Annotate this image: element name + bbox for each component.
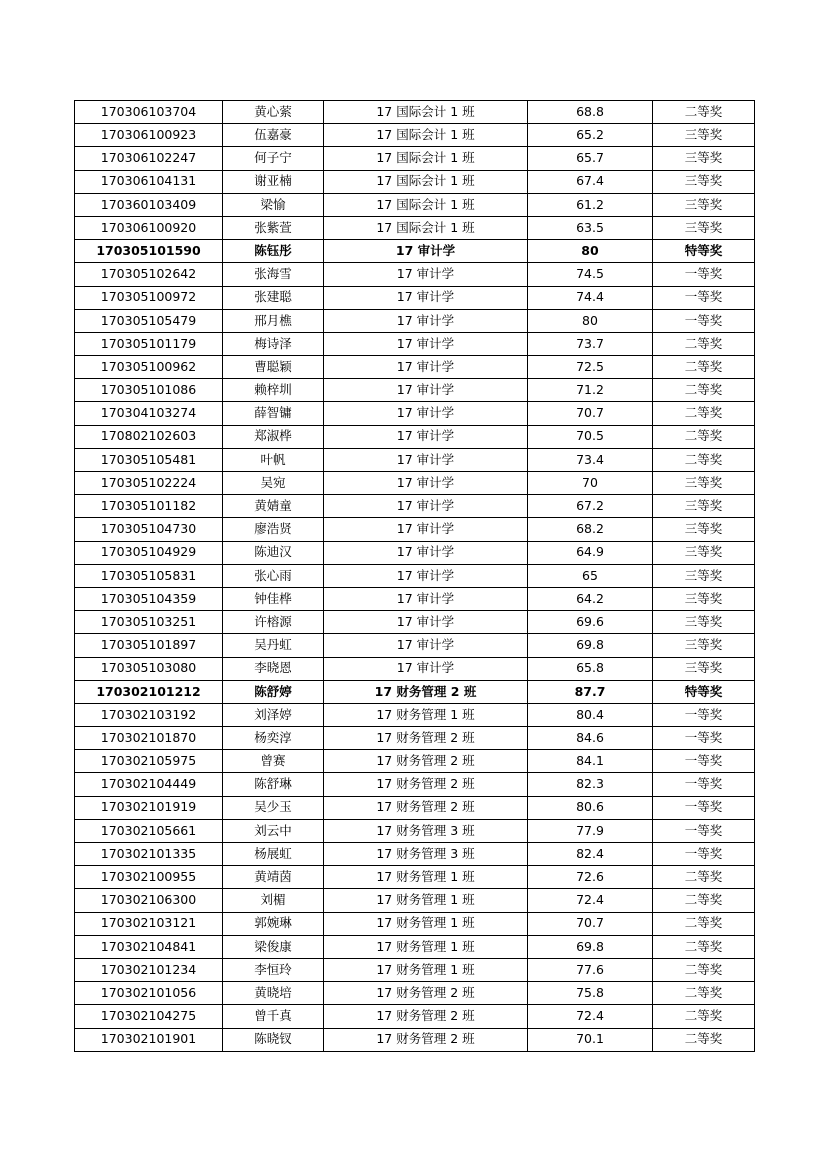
class-name-cell: 17 审计学 [324, 425, 528, 448]
score-cell: 74.4 [528, 286, 653, 309]
score-cell: 69.6 [528, 611, 653, 634]
student-id-cell: 170305103080 [75, 657, 223, 680]
award-level-cell: 二等奖 [653, 866, 755, 889]
table-row [75, 541, 755, 564]
student-name-cell: 张海雪 [223, 263, 324, 286]
student-name-cell: 杨奕淳 [223, 727, 324, 750]
awards-table [74, 100, 755, 1052]
class-name-cell: 17 财务管理 2 班 [324, 982, 528, 1005]
score-cell: 80.4 [528, 703, 653, 726]
score-cell: 63.5 [528, 216, 653, 239]
award-level-cell: 特等奖 [653, 240, 755, 263]
student-id-cell: 170302104275 [75, 1005, 223, 1028]
student-name-cell: 许榕源 [223, 611, 324, 634]
table-row [75, 611, 755, 634]
student-id-cell: 170302105661 [75, 819, 223, 842]
student-id-cell: 170305102224 [75, 472, 223, 495]
document-page [74, 100, 755, 1052]
student-id-cell: 170302104841 [75, 935, 223, 958]
student-name-cell: 郭婉琳 [223, 912, 324, 935]
award-level-cell: 二等奖 [653, 982, 755, 1005]
award-level-cell: 三等奖 [653, 587, 755, 610]
class-name-cell: 17 财务管理 3 班 [324, 819, 528, 842]
table-row [75, 147, 755, 170]
table-row [75, 750, 755, 773]
award-level-cell: 三等奖 [653, 472, 755, 495]
student-id-cell: 170305104929 [75, 541, 223, 564]
class-name-cell: 17 国际会计 1 班 [324, 216, 528, 239]
award-level-cell: 三等奖 [653, 124, 755, 147]
student-name-cell: 黄晓培 [223, 982, 324, 1005]
award-level-cell: 一等奖 [653, 263, 755, 286]
class-name-cell: 17 审计学 [324, 657, 528, 680]
student-name-cell: 钟佳桦 [223, 587, 324, 610]
award-level-cell: 三等奖 [653, 518, 755, 541]
student-name-cell: 李晓恩 [223, 657, 324, 680]
class-name-cell: 17 财务管理 2 班 [324, 1005, 528, 1028]
student-name-cell: 谢亚楠 [223, 170, 324, 193]
award-level-cell: 二等奖 [653, 448, 755, 471]
class-name-cell: 17 审计学 [324, 541, 528, 564]
student-id-cell: 170302103121 [75, 912, 223, 935]
score-cell: 82.4 [528, 843, 653, 866]
award-level-cell: 三等奖 [653, 147, 755, 170]
award-level-cell: 二等奖 [653, 402, 755, 425]
student-name-cell: 刘泽婷 [223, 703, 324, 726]
award-level-cell: 一等奖 [653, 819, 755, 842]
award-level-cell: 三等奖 [653, 170, 755, 193]
student-id-cell: 170302101919 [75, 796, 223, 819]
student-name-cell: 薛智镛 [223, 402, 324, 425]
score-cell: 65.7 [528, 147, 653, 170]
student-name-cell: 陈舒婷 [223, 680, 324, 703]
award-level-cell: 二等奖 [653, 356, 755, 379]
table-row [75, 703, 755, 726]
award-level-cell: 三等奖 [653, 541, 755, 564]
score-cell: 68.2 [528, 518, 653, 541]
student-name-cell: 赖梓圳 [223, 379, 324, 402]
table-row [75, 472, 755, 495]
class-name-cell: 17 审计学 [324, 402, 528, 425]
class-name-cell: 17 审计学 [324, 240, 528, 263]
score-cell: 84.6 [528, 727, 653, 750]
class-name-cell: 17 财务管理 1 班 [324, 958, 528, 981]
score-cell: 68.8 [528, 101, 653, 124]
class-name-cell: 17 财务管理 2 班 [324, 680, 528, 703]
student-name-cell: 刘楣 [223, 889, 324, 912]
class-name-cell: 17 财务管理 2 班 [324, 727, 528, 750]
table-row [75, 587, 755, 610]
table-row [75, 518, 755, 541]
student-name-cell: 梁愉 [223, 193, 324, 216]
class-name-cell: 17 财务管理 2 班 [324, 773, 528, 796]
score-cell: 72.4 [528, 1005, 653, 1028]
student-id-cell: 170302101901 [75, 1028, 223, 1051]
student-name-cell: 张心雨 [223, 564, 324, 587]
student-id-cell: 170360103409 [75, 193, 223, 216]
award-level-cell: 二等奖 [653, 889, 755, 912]
student-id-cell: 170802102603 [75, 425, 223, 448]
score-cell: 70.1 [528, 1028, 653, 1051]
class-name-cell: 17 审计学 [324, 379, 528, 402]
award-level-cell: 二等奖 [653, 101, 755, 124]
score-cell: 69.8 [528, 634, 653, 657]
student-name-cell: 曾千真 [223, 1005, 324, 1028]
student-id-cell: 170305101590 [75, 240, 223, 263]
award-level-cell: 一等奖 [653, 286, 755, 309]
class-name-cell: 17 审计学 [324, 564, 528, 587]
score-cell: 69.8 [528, 935, 653, 958]
student-id-cell: 170305102642 [75, 263, 223, 286]
score-cell: 70.7 [528, 402, 653, 425]
score-cell: 64.2 [528, 587, 653, 610]
student-name-cell: 伍嘉豪 [223, 124, 324, 147]
table-row [75, 101, 755, 124]
score-cell: 72.5 [528, 356, 653, 379]
table-row [75, 1005, 755, 1028]
award-level-cell: 一等奖 [653, 703, 755, 726]
class-name-cell: 17 国际会计 1 班 [324, 193, 528, 216]
table-row [75, 332, 755, 355]
student-id-cell: 170305100962 [75, 356, 223, 379]
student-id-cell: 170305105481 [75, 448, 223, 471]
class-name-cell: 17 审计学 [324, 587, 528, 610]
student-name-cell: 叶帆 [223, 448, 324, 471]
table-row [75, 680, 755, 703]
table-row [75, 564, 755, 587]
table-row [75, 309, 755, 332]
score-cell: 80.6 [528, 796, 653, 819]
student-id-cell: 170305101182 [75, 495, 223, 518]
class-name-cell: 17 财务管理 1 班 [324, 935, 528, 958]
student-name-cell: 曾赛 [223, 750, 324, 773]
class-name-cell: 17 国际会计 1 班 [324, 170, 528, 193]
student-name-cell: 黄婧童 [223, 495, 324, 518]
student-name-cell: 何子宁 [223, 147, 324, 170]
class-name-cell: 17 国际会计 1 班 [324, 147, 528, 170]
score-cell: 65.2 [528, 124, 653, 147]
class-name-cell: 17 审计学 [324, 309, 528, 332]
table-row [75, 124, 755, 147]
table-row [75, 379, 755, 402]
student-id-cell: 170302101234 [75, 958, 223, 981]
table-row [75, 982, 755, 1005]
student-id-cell: 170306102247 [75, 147, 223, 170]
table-row [75, 193, 755, 216]
class-name-cell: 17 财务管理 3 班 [324, 843, 528, 866]
student-name-cell: 陈钰彤 [223, 240, 324, 263]
score-cell: 87.7 [528, 680, 653, 703]
student-id-cell: 170305104730 [75, 518, 223, 541]
score-cell: 77.9 [528, 819, 653, 842]
student-name-cell: 廖浩贤 [223, 518, 324, 541]
student-id-cell: 170305100972 [75, 286, 223, 309]
student-id-cell: 170302101056 [75, 982, 223, 1005]
student-id-cell: 170302104449 [75, 773, 223, 796]
award-level-cell: 特等奖 [653, 680, 755, 703]
class-name-cell: 17 审计学 [324, 472, 528, 495]
award-level-cell: 二等奖 [653, 425, 755, 448]
score-cell: 64.9 [528, 541, 653, 564]
student-name-cell: 黄心萦 [223, 101, 324, 124]
student-name-cell: 郑淑桦 [223, 425, 324, 448]
student-id-cell: 170302106300 [75, 889, 223, 912]
table-row [75, 889, 755, 912]
table-row [75, 240, 755, 263]
award-level-cell: 二等奖 [653, 958, 755, 981]
score-cell: 61.2 [528, 193, 653, 216]
table-row [75, 727, 755, 750]
award-level-cell: 三等奖 [653, 495, 755, 518]
student-id-cell: 170305101897 [75, 634, 223, 657]
score-cell: 67.4 [528, 170, 653, 193]
class-name-cell: 17 财务管理 2 班 [324, 750, 528, 773]
table-row [75, 216, 755, 239]
student-name-cell: 黄靖茵 [223, 866, 324, 889]
student-name-cell: 陈迪汉 [223, 541, 324, 564]
score-cell: 77.6 [528, 958, 653, 981]
student-id-cell: 170306103704 [75, 101, 223, 124]
student-id-cell: 170302100955 [75, 866, 223, 889]
score-cell: 80 [528, 240, 653, 263]
class-name-cell: 17 审计学 [324, 263, 528, 286]
table-row [75, 356, 755, 379]
student-name-cell: 邢月樵 [223, 309, 324, 332]
student-name-cell: 曹聪颖 [223, 356, 324, 379]
table-row [75, 448, 755, 471]
score-cell: 72.6 [528, 866, 653, 889]
score-cell: 74.5 [528, 263, 653, 286]
score-cell: 70.5 [528, 425, 653, 448]
table-row [75, 263, 755, 286]
student-id-cell: 170305103251 [75, 611, 223, 634]
student-id-cell: 170305105479 [75, 309, 223, 332]
table-row [75, 843, 755, 866]
table-row [75, 495, 755, 518]
student-name-cell: 吴丹虹 [223, 634, 324, 657]
student-name-cell: 张建聪 [223, 286, 324, 309]
student-id-cell: 170305101086 [75, 379, 223, 402]
student-id-cell: 170306100923 [75, 124, 223, 147]
student-name-cell: 梁俊康 [223, 935, 324, 958]
award-level-cell: 二等奖 [653, 1005, 755, 1028]
student-id-cell: 170302105975 [75, 750, 223, 773]
student-name-cell: 陈舒琳 [223, 773, 324, 796]
score-cell: 65.8 [528, 657, 653, 680]
table-row [75, 796, 755, 819]
award-level-cell: 一等奖 [653, 843, 755, 866]
score-cell: 75.8 [528, 982, 653, 1005]
student-id-cell: 170302101335 [75, 843, 223, 866]
table-row [75, 773, 755, 796]
class-name-cell: 17 审计学 [324, 448, 528, 471]
award-level-cell: 三等奖 [653, 216, 755, 239]
student-id-cell: 170306100920 [75, 216, 223, 239]
score-cell: 84.1 [528, 750, 653, 773]
award-level-cell: 一等奖 [653, 750, 755, 773]
class-name-cell: 17 财务管理 1 班 [324, 889, 528, 912]
score-cell: 73.7 [528, 332, 653, 355]
award-level-cell: 二等奖 [653, 332, 755, 355]
score-cell: 67.2 [528, 495, 653, 518]
score-cell: 73.4 [528, 448, 653, 471]
score-cell: 80 [528, 309, 653, 332]
award-level-cell: 一等奖 [653, 309, 755, 332]
award-level-cell: 三等奖 [653, 657, 755, 680]
table-row [75, 170, 755, 193]
student-name-cell: 吴少玉 [223, 796, 324, 819]
award-level-cell: 三等奖 [653, 193, 755, 216]
student-name-cell: 陈晓钗 [223, 1028, 324, 1051]
award-level-cell: 三等奖 [653, 634, 755, 657]
table-row [75, 935, 755, 958]
class-name-cell: 17 审计学 [324, 356, 528, 379]
award-level-cell: 二等奖 [653, 912, 755, 935]
class-name-cell: 17 审计学 [324, 286, 528, 309]
student-name-cell: 刘云中 [223, 819, 324, 842]
class-name-cell: 17 国际会计 1 班 [324, 101, 528, 124]
score-cell: 72.4 [528, 889, 653, 912]
student-name-cell: 吴宛 [223, 472, 324, 495]
award-level-cell: 一等奖 [653, 727, 755, 750]
table-row [75, 958, 755, 981]
student-id-cell: 170302103192 [75, 703, 223, 726]
table-row [75, 286, 755, 309]
student-name-cell: 梅诗泽 [223, 332, 324, 355]
class-name-cell: 17 审计学 [324, 332, 528, 355]
award-level-cell: 二等奖 [653, 1028, 755, 1051]
class-name-cell: 17 财务管理 1 班 [324, 912, 528, 935]
table-row [75, 866, 755, 889]
class-name-cell: 17 财务管理 1 班 [324, 866, 528, 889]
student-id-cell: 170305101179 [75, 332, 223, 355]
award-level-cell: 二等奖 [653, 379, 755, 402]
class-name-cell: 17 财务管理 1 班 [324, 703, 528, 726]
student-id-cell: 170302101212 [75, 680, 223, 703]
class-name-cell: 17 财务管理 2 班 [324, 1028, 528, 1051]
award-level-cell: 三等奖 [653, 611, 755, 634]
table-row [75, 912, 755, 935]
class-name-cell: 17 国际会计 1 班 [324, 124, 528, 147]
table-row [75, 425, 755, 448]
table-row [75, 819, 755, 842]
class-name-cell: 17 审计学 [324, 611, 528, 634]
student-name-cell: 杨展虹 [223, 843, 324, 866]
student-name-cell: 李恒玲 [223, 958, 324, 981]
student-id-cell: 170305104359 [75, 587, 223, 610]
award-level-cell: 三等奖 [653, 564, 755, 587]
student-id-cell: 170306104131 [75, 170, 223, 193]
table-row [75, 402, 755, 425]
class-name-cell: 17 审计学 [324, 495, 528, 518]
awards-table-body [75, 101, 755, 1052]
table-row [75, 634, 755, 657]
class-name-cell: 17 审计学 [324, 518, 528, 541]
award-level-cell: 一等奖 [653, 796, 755, 819]
score-cell: 82.3 [528, 773, 653, 796]
score-cell: 71.2 [528, 379, 653, 402]
table-row [75, 1028, 755, 1051]
table-row [75, 657, 755, 680]
score-cell: 70 [528, 472, 653, 495]
class-name-cell: 17 审计学 [324, 634, 528, 657]
score-cell: 70.7 [528, 912, 653, 935]
award-level-cell: 二等奖 [653, 935, 755, 958]
score-cell: 65 [528, 564, 653, 587]
student-id-cell: 170305105831 [75, 564, 223, 587]
student-id-cell: 170304103274 [75, 402, 223, 425]
class-name-cell: 17 财务管理 2 班 [324, 796, 528, 819]
award-level-cell: 一等奖 [653, 773, 755, 796]
student-name-cell: 张紫萱 [223, 216, 324, 239]
student-id-cell: 170302101870 [75, 727, 223, 750]
